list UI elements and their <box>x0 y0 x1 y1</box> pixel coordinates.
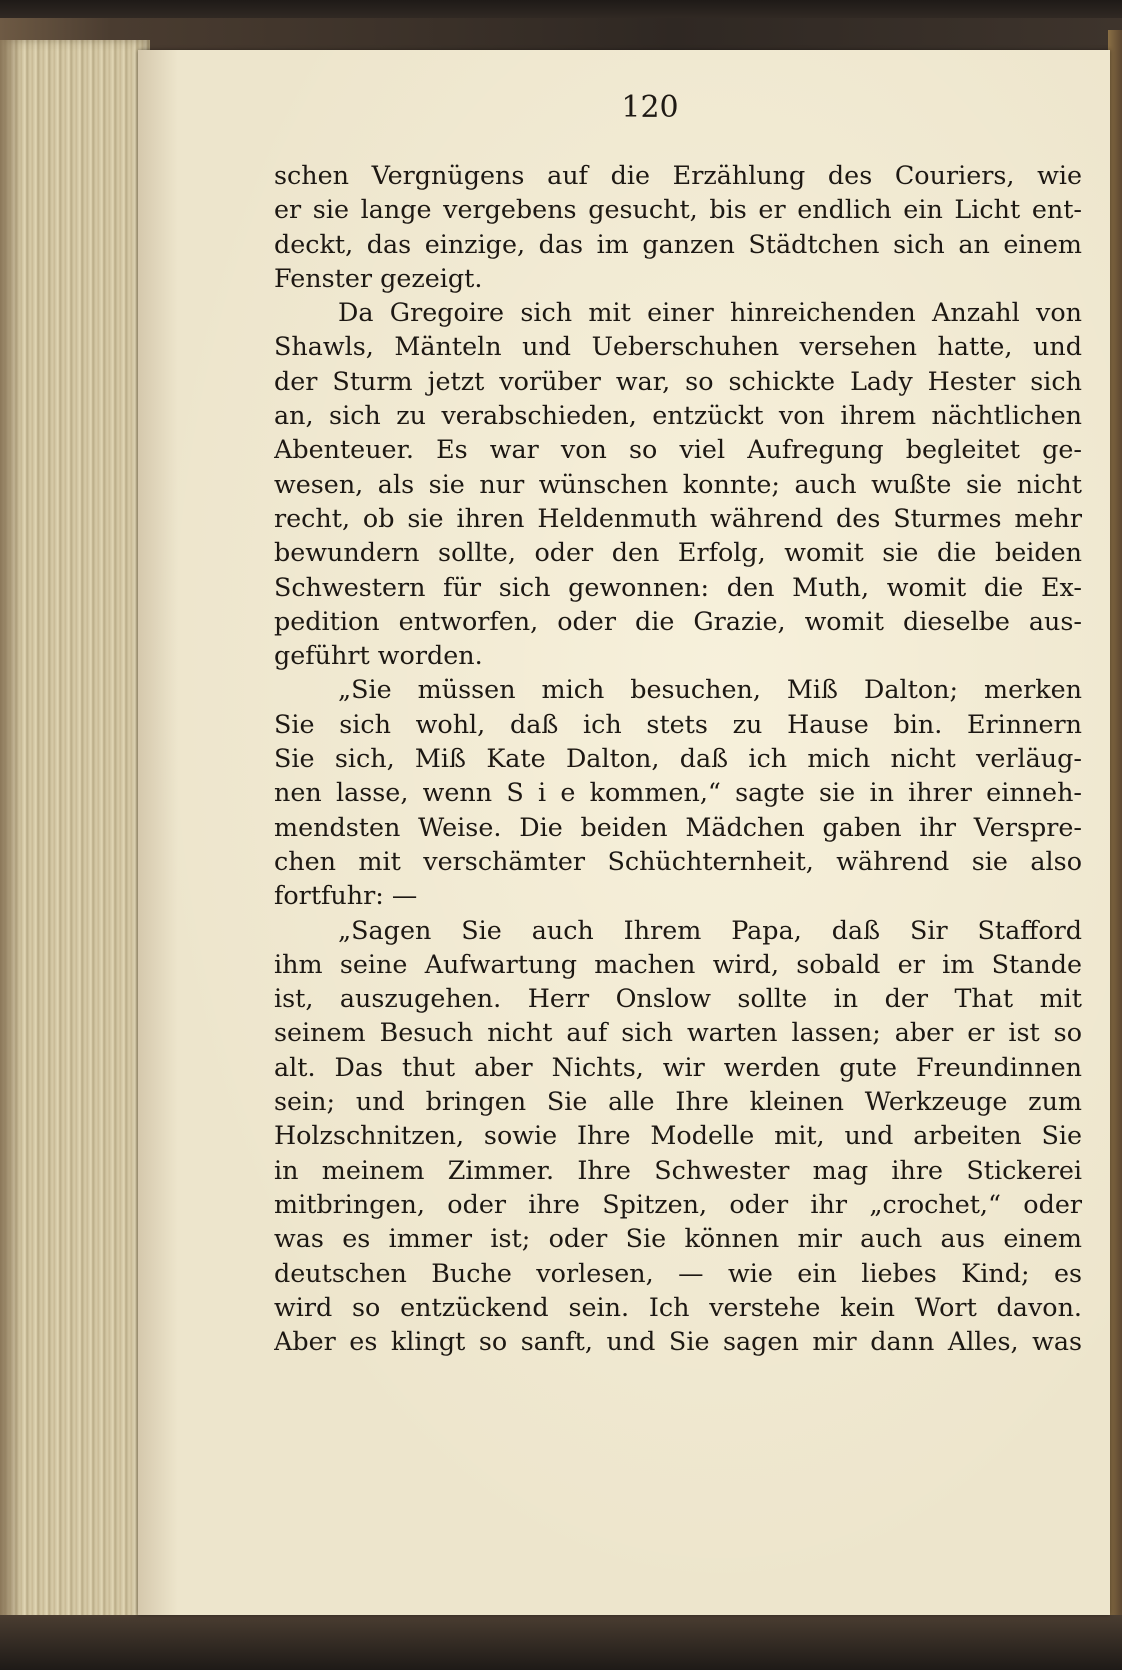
text-line: deutschen Buche vorlesen, — wie ein liebes Kind; es <box>274 1257 1082 1288</box>
text-line: recht, ob sie ihren Heldenmuth während des Sturmes mehr <box>274 502 1082 533</box>
text-line: deckt, das einzige, das im ganzen Städtchen sich an einem <box>274 228 1082 259</box>
text-line: mitbringen, oder ihre Spitzen, oder ihr „crochet,“ oder <box>274 1188 1082 1219</box>
book-bottom-edge <box>0 1615 1122 1670</box>
text-line: was es immer ist; oder Sie können mir auch aus einem <box>274 1223 1082 1254</box>
text-line: „Sie müssen mich besuchen, Miß Dalton; merken <box>338 674 1082 705</box>
text-line: fortfuhr: — <box>274 880 418 911</box>
book-cover-edge <box>0 18 1122 52</box>
text-line: Da Gregoire sich mit einer hinreichenden Anzahl von <box>338 297 1082 328</box>
text-line: mendsten Weise. Die beiden Mädchen gaben ihr Verspre- <box>274 811 1082 842</box>
text-line: alt. Das thut aber Nichts, wir werden gute Freundinnen <box>274 1051 1082 1082</box>
text-line: in meinem Zimmer. Ihre Schwester mag ihre Stickerei <box>274 1154 1082 1185</box>
text-line: pedition entworfen, oder die Grazie, womit dieselbe aus- <box>274 605 1082 636</box>
text-line: sein; und bringen Sie alle Ihre kleinen Werkzeuge zum <box>274 1086 1082 1117</box>
page-stack-shadow <box>0 40 22 1630</box>
text-line: er sie lange vergebens gesucht, bis er endlich ein Licht ent- <box>274 194 1082 225</box>
text-line: Fenster gezeigt. <box>274 262 483 293</box>
text-line: nen lasse, wenn S i e kommen,“ sagte sie in ihrer einneh- <box>274 777 1082 808</box>
text-line: wesen, als sie nur wünschen konnte; auch wußte sie nicht <box>274 468 1082 499</box>
page-stack-edge <box>0 40 150 1630</box>
book-right-edge <box>1108 30 1122 1630</box>
text-line: Abenteuer. Es war von so viel Aufregung begleitet ge- <box>274 434 1082 465</box>
text-line: Schwestern für sich gewonnen: den Muth, womit die Ex- <box>274 571 1082 602</box>
book-page <box>138 50 1110 1615</box>
text-line: geführt worden. <box>274 640 483 671</box>
text-line: an, sich zu verabschieden, entzückt von ihrem nächtlichen <box>274 400 1082 431</box>
text-line: ist, auszugehen. Herr Onslow sollte in der That mit <box>274 983 1082 1014</box>
text-line: Aber es klingt so sanft, und Sie sagen mir dann Alles, was <box>274 1326 1082 1357</box>
text-line: Holzschnitzen, sowie Ihre Modelle mit, und arbeiten Sie <box>274 1120 1082 1151</box>
text-line: ihm seine Aufwartung machen wird, sobald er im Stande <box>274 948 1082 979</box>
text-line: wird so entzückend sein. Ich verstehe kein Wort davon. <box>274 1291 1082 1322</box>
text-line: seinem Besuch nicht auf sich warten lassen; aber er ist so <box>274 1017 1082 1048</box>
text-line: Sie sich, Miß Kate Dalton, daß ich mich nicht verläug- <box>274 743 1082 774</box>
text-line: Sie sich wohl, daß ich stets zu Hause bin. Erinnern <box>274 708 1082 739</box>
text-line: „Sagen Sie auch Ihrem Papa, daß Sir Stafford <box>338 914 1082 945</box>
text-line: chen mit verschämter Schüchternheit, während sie also <box>274 845 1082 876</box>
body-text <box>274 158 1082 1358</box>
page-number: 120 <box>621 90 679 125</box>
text-line: bewundern sollte, oder den Erfolg, womit sie die beiden <box>274 537 1082 568</box>
text-line: der Sturm jetzt vorüber war, so schickte Lady Hester sich <box>274 365 1082 396</box>
text-line: Shawls, Mänteln und Ueberschuhen versehen hatte, und <box>274 331 1082 362</box>
text-line: schen Vergnügens auf die Erzählung des Couriers, wie <box>274 160 1082 190</box>
